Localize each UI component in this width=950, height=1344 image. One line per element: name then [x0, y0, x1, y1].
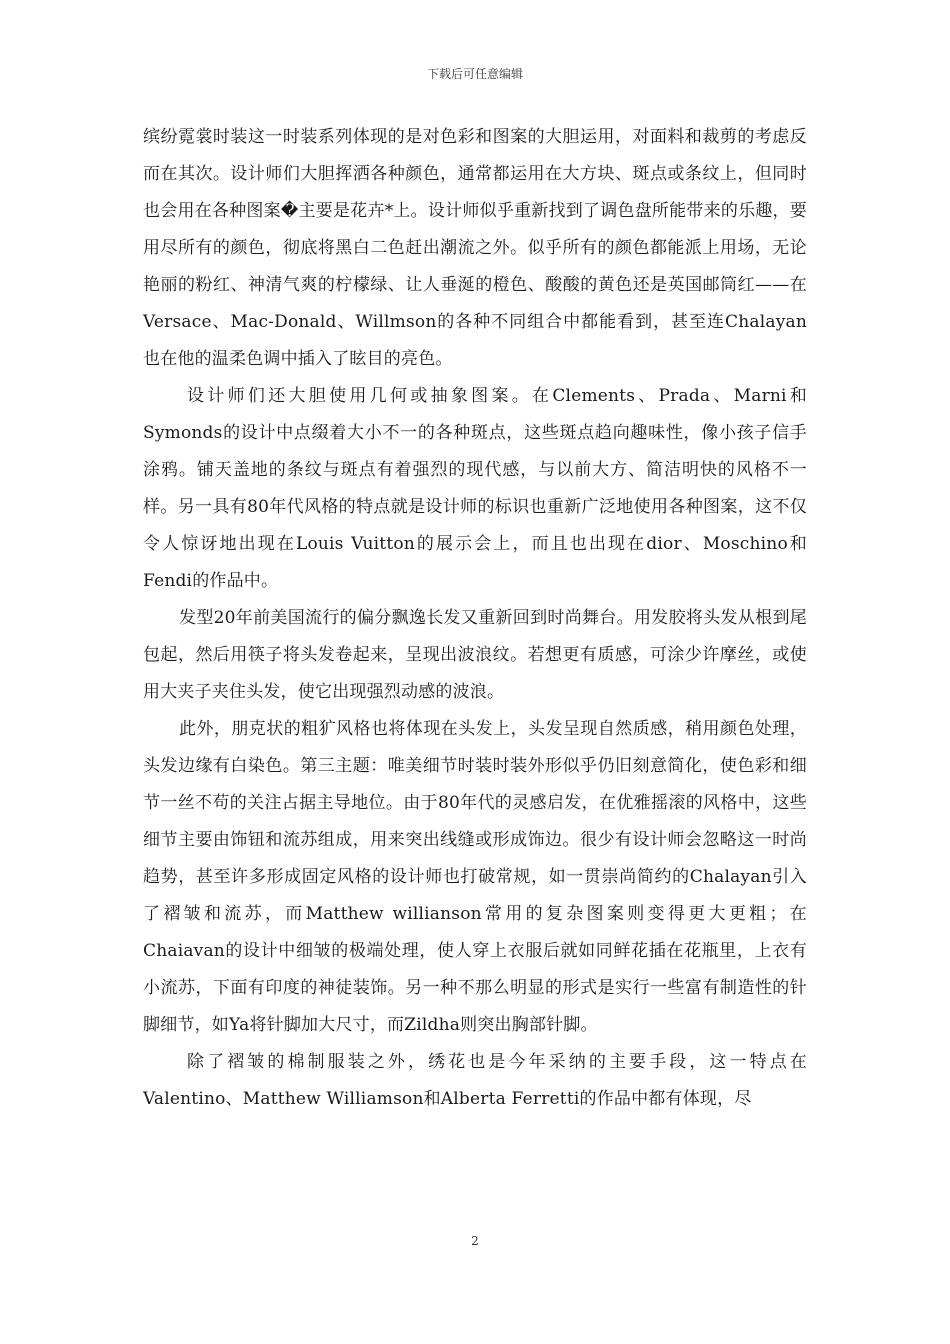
- paragraph-4: 此外，朋克状的粗犷风格也将体现在头发上，头发呈现自然质感，稍用颜色处理，头发边缘有白染色。第三主题：唯美细节时装时装外形似乎仍旧刻意简化，使色彩和细节一丝不苟的关注占据主导地位。由于80年代的灵感启发，在优雅摇滚的风格中，这些细节主要由饰钮和流苏组成，用来突出线缝或形成饰边。很少有设计师会忽略这一时尚趋势，甚至许多形成固定风格的设计师也打破常规，如一贯崇尚简约的Chalayan引入了褶皱和流苏，而Matthew willianson常用的复杂图案则变得更大更粗；在Chaiavan的设计中细皱的极端处理，使人穿上衣服后就如同鲜花插在花瓶里，上衣有小流苏，下面有印度的神徒装饰。另一种不那么明显的形式是实行一些富有制造性的针脚细节，如Ya将针脚加大尺寸，而Zildha则突出胸部针脚。: [143, 719, 807, 1035]
- paragraph-5: 除了褶皱的棉制服装之外，绣花也是今年采纳的主要手段，这一特点在Valentino、Matthew Williamson和Alberta Ferretti的作品中都有体现，尽: [143, 1052, 807, 1109]
- body-text: [143, 119, 807, 1118]
- page-header: 下载后可任意编辑: [426, 67, 523, 81]
- paragraph-2: 设计师们还大胆使用几何或抽象图案。在Clements、Prada、Marni和Symonds的设计中点缀着大小不一的各种斑点，这些斑点趋向趣味性，像小孩子信手涂鸦。铺天盖地的条纹与斑点有着强烈的现代感，与以前大方、简洁明快的风格不一样。另一具有80年代风格的特点就是设计师的标识也重新广泛地使用各种图案，这不仅令人惊讶地出现在Louis Vuitton的展示会上，而且也出现在dior、Moschino和Fendi的作品中。: [143, 386, 807, 591]
- page-number: 2: [471, 1234, 479, 1248]
- paragraph-1: 缤纷霓裳时装这一时装系列体现的是对色彩和图案的大胆运用，对面料和裁剪的考虑反而在其次。设计师们大胆挥洒各种颜色，通常都运用在大方块、斑点或条纹上，但同时也会用在各种图案�主要是花卉*上。设计师似乎重新找到了调色盘所能带来的乐趣，要用尽所有的颜色，彻底将黑白二色赶出潮流之外。似乎所有的颜色都能派上用场，无论艳丽的粉红、神清气爽的柠檬绿、让人垂涎的橙色、酸酸的黄色还是英国邮筒红——在Versace、Mac-Donald、Willmson的各种不同组合中都能看到，甚至连Chalayan也在他的温柔色调中插入了眩目的亮色。: [143, 127, 807, 369]
- paragraph-3: 发型20年前美国流行的偏分飘逸长发又重新回到时尚舞台。用发胶将头发从根到尾包起，然后用筷子将头发卷起来，呈现出波浪纹。若想更有质感，可涂少许摩丝，或使用大夹子夹住头发，使它出现强烈动感的波浪。: [143, 608, 807, 702]
